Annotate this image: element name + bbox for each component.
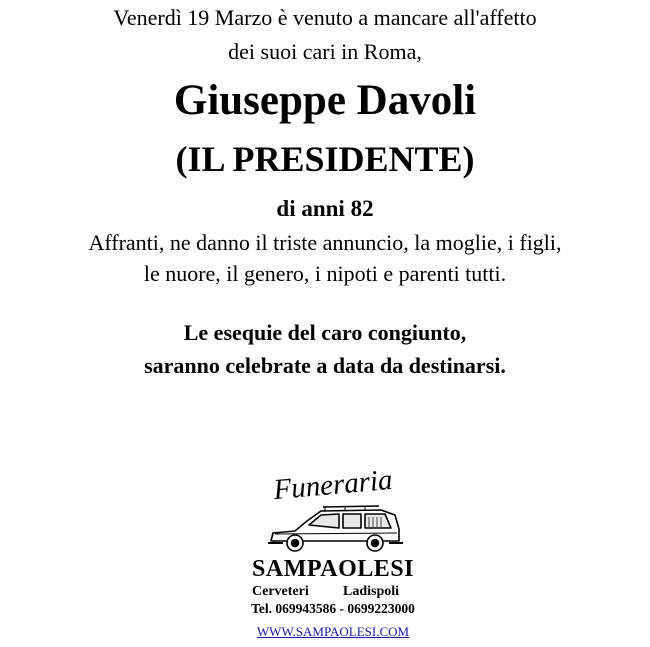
logo-company-name: SAMPAOLESI — [252, 556, 414, 582]
funeral-line-2: saranno celebrate a data da destinarsi. — [144, 353, 506, 378]
intro-line-1: Venerdì 19 Marzo è venuto a mancare all'affetto — [113, 5, 537, 30]
family-line-2: le nuore, il genero, i nipoti e parenti tutti. — [143, 261, 507, 286]
intro-line-2: dei suoi cari in Roma, — [228, 39, 422, 64]
logo-phone: Tel. 069943586 - 0699223000 — [251, 601, 415, 616]
funeral-home-logo — [228, 462, 438, 642]
hearse-icon — [265, 501, 405, 557]
funeral-line-1: Le esequie del caro congiunto, — [183, 320, 467, 345]
logo-location-cerveteri: Cerveteri — [252, 584, 309, 599]
deceased-name: Giuseppe Davoli — [173, 77, 477, 124]
logo-brand: Funeraria — [272, 463, 394, 507]
logo-location-ladispoli: Ladispoli — [343, 584, 400, 599]
logo-website-link[interactable]: WWW.SAMPAOLESI.COM — [256, 624, 410, 639]
deceased-age: di anni 82 — [276, 196, 374, 221]
family-line-1: Affranti, ne danno il triste annuncio, la moglie, i figli, — [88, 230, 562, 255]
deceased-nickname: (IL PRESIDENTE) — [175, 139, 475, 179]
